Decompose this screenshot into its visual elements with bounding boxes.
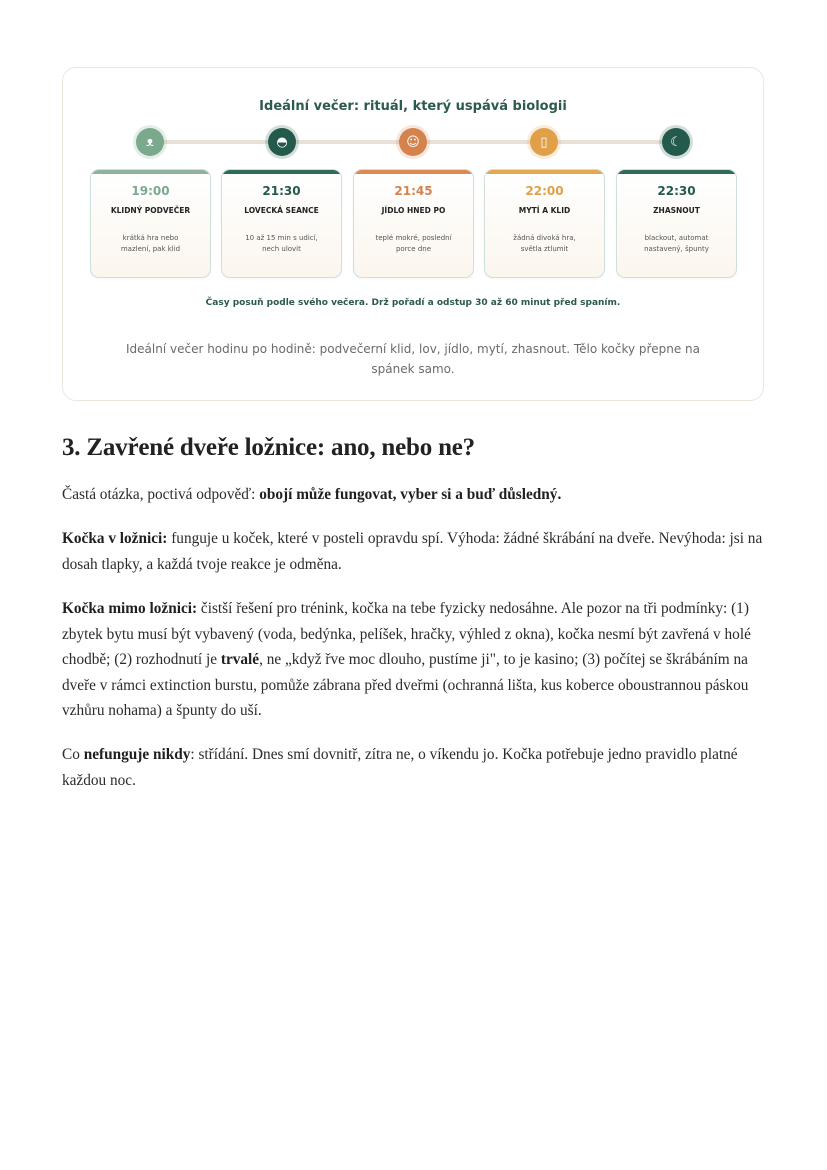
card-time: 22:00 bbox=[525, 184, 564, 198]
fish-bowl-icon: ◓ bbox=[268, 128, 296, 156]
figure-caption: Ideální večer hodinu po hodině: podvečerní klid, lov, jídlo, mytí, zhasnout. Tělo kočky přepne na spánek samo. bbox=[126, 342, 700, 376]
card-label: MYTÍ A KLID bbox=[518, 206, 571, 215]
card-label: JÍDLO HNED PO bbox=[381, 206, 446, 215]
cat-face-icon: ᴥ bbox=[136, 128, 164, 156]
never-works-text-2: : střídání. Dnes smí dovnitř, zítra ne, o víkendu jo. Kočka potřebuje jedno pravidlo platné každou noc. bbox=[62, 746, 738, 789]
card-description: 10 až 15 min s udicí, nech ulovit bbox=[245, 234, 318, 253]
card-time: 21:30 bbox=[262, 184, 301, 198]
timeline-card bbox=[616, 169, 737, 278]
card-color-bar bbox=[354, 170, 473, 174]
card-color-bar bbox=[485, 170, 604, 174]
timeline-card bbox=[221, 169, 342, 278]
card-description: žádná divoká hra, světla ztlumit bbox=[513, 234, 576, 253]
card-description: krátká hra nebo mazlení, pak klid bbox=[120, 234, 181, 253]
intro-text: Častá otázka, poctivá odpověď: bbox=[62, 486, 260, 503]
cat-outside-bold-permanent: trvalé bbox=[220, 651, 260, 668]
paragraph-cat-outside-bedroom bbox=[62, 596, 766, 724]
card-time: 19:00 bbox=[131, 184, 170, 198]
intro-bold: obojí může fungovat, vyber si a buď důsledný. bbox=[259, 486, 562, 503]
cat-outside-text-1: čistší řešení pro trénink, kočka na tebe fyzicky nedosáhne. Ale pozor na tři podmínky: (1) zbytek bytu musí být vybavený (voda, bedýnka, pelíšek, hračky, výhled z okna), kočka nesmí být zavřená v holé chodbě; (2) rozhodnutí je bbox=[62, 600, 751, 668]
card-color-bar bbox=[91, 170, 210, 174]
figure-note: Časy posuň podle svého večera. Drž pořadí a odstup 30 až 60 minut před spaním. bbox=[205, 298, 621, 308]
moon-icon: ☾ bbox=[662, 128, 690, 156]
card-description: teplé mokré, poslední porce dne bbox=[375, 234, 452, 253]
paragraph-intro bbox=[62, 482, 766, 508]
card-time: 22:30 bbox=[657, 184, 696, 198]
cat-in-bedroom-text: funguje u koček, které v posteli opravdu spí. Výhoda: žádné škrábání na dveře. Nevýhoda: jsi na dosah tlapky, a každá tvoje reakce je odměna. bbox=[62, 530, 763, 573]
section-heading: 3. Zavřené dveře ložnice: ano, nebo ne? bbox=[62, 434, 475, 461]
card-description: blackout, automat nastavený, špunty bbox=[644, 234, 709, 253]
card-time: 21:45 bbox=[394, 184, 433, 198]
never-works-text-1: Co bbox=[62, 746, 84, 763]
card-label: ZHASNOUT bbox=[653, 206, 700, 215]
card-label: KLIDNÝ PODVEČER bbox=[110, 206, 191, 215]
smile-icon: ☺ bbox=[399, 128, 427, 156]
timeline-card bbox=[353, 169, 474, 278]
card-color-bar bbox=[617, 170, 736, 174]
cat-outside-text-2: , ne „když řve moc dlouho, pustíme ji", to je kasino; (3) počítej se škrábáním na dveře v rámci extinction burstu, pomůže zábrana před dveřmi (ochranná lišta, kus koberce oboustrannou páskou vzhůru nohama) a špunty do uší. bbox=[62, 651, 749, 719]
cat-outside-label: Kočka mimo ložnici: bbox=[62, 600, 198, 617]
cat-in-bedroom-label: Kočka v ložnici: bbox=[62, 530, 168, 547]
brush-icon: ▯ bbox=[530, 128, 558, 156]
paragraph-never-works bbox=[62, 742, 766, 793]
evening-ritual-figure bbox=[62, 67, 764, 401]
card-color-bar bbox=[222, 170, 341, 174]
figure-title: Ideální večer: rituál, který uspává biologii bbox=[259, 99, 567, 114]
paragraph-cat-in-bedroom bbox=[62, 526, 766, 577]
card-label: LOVECKÁ SEANCE bbox=[244, 206, 319, 215]
timeline-card bbox=[90, 169, 211, 278]
timeline-card bbox=[484, 169, 605, 278]
never-works-bold: nefunguje nikdy bbox=[83, 746, 191, 763]
